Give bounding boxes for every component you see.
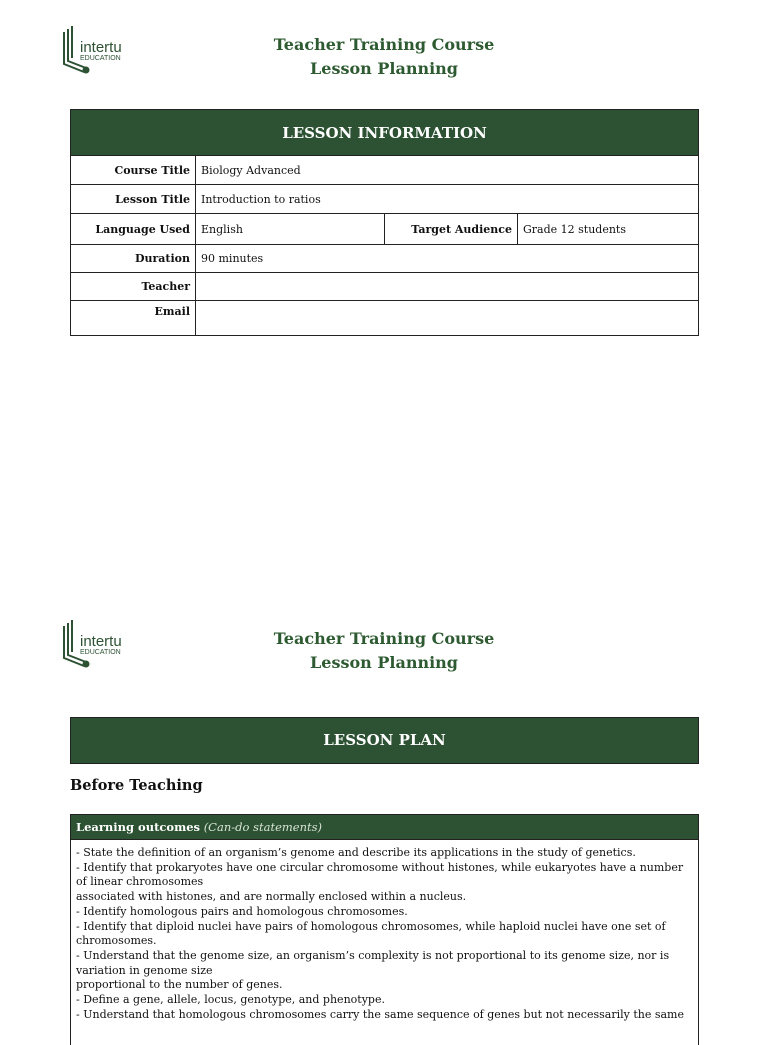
outcome-line: - State the definition of an organism’s genome and describe its applications in the study of genetics. [76, 846, 636, 859]
audience-label: Target Audience [385, 214, 518, 245]
email-label: Email [71, 301, 196, 336]
audience-value[interactable]: Grade 12 students [518, 214, 699, 245]
course-title-label: Course Title [71, 156, 196, 185]
language-value[interactable]: English [196, 214, 385, 245]
page-title [0, 33, 768, 81]
logo-subtext: EDUCATION [80, 649, 121, 656]
lesson-title-label: Lesson Title [71, 185, 196, 214]
learning-outcomes-header [71, 815, 698, 840]
before-teaching-heading: Before Teaching [70, 777, 203, 794]
title-line-1: Teacher Training Course [273, 35, 495, 54]
page-header [0, 22, 768, 92]
lesson-information-table [70, 109, 699, 336]
lesson-information-banner: LESSON INFORMATION [71, 110, 699, 156]
duration-value[interactable]: 90 minutes [196, 245, 699, 273]
outcome-line: - Define a gene, allele, locus, genotype, and phenotype. [76, 993, 385, 1007]
title-line-2: Lesson Planning [310, 653, 458, 672]
lesson-title-value[interactable]: Introduction to ratios [196, 185, 699, 214]
email-value[interactable] [196, 301, 699, 336]
outcome-line: - Understand that the genome size, an organism’s complexity is not proportional to its genome size, nor is variation in genome size [76, 948, 670, 977]
language-label: Language Used [71, 214, 196, 245]
page-header-2 [0, 616, 768, 686]
can-do-sublabel: (Can-do statements) [203, 820, 322, 834]
title-line-2: Lesson Planning [310, 59, 458, 78]
outcome-line: - Identify that prokaryotes have one circular chromosome without histones, while eukaryotes have a number of linear chromosomes [76, 860, 684, 889]
logo-subtext: EDUCATION [80, 55, 121, 62]
outcome-line: - Identify homologous pairs and homologous chromosomes. [76, 904, 408, 918]
outcome-line: proportional to the number of genes. [76, 978, 283, 992]
learning-outcomes-list[interactable] [71, 840, 698, 1022]
outcome-line: - Understand that homologous chromosomes carry the same sequence of genes but not necessarily the same [76, 1007, 684, 1021]
page-title-2 [0, 627, 768, 675]
duration-label: Duration [71, 245, 196, 273]
learning-outcomes-label: Learning outcomes [76, 820, 201, 834]
course-title-value[interactable]: Biology Advanced [196, 156, 699, 185]
teacher-label: Teacher [71, 273, 196, 301]
teacher-value[interactable] [196, 273, 699, 301]
lesson-plan-banner: LESSON PLAN [70, 717, 699, 764]
title-line-1: Teacher Training Course [273, 629, 495, 648]
logo-wordmark: intertu [80, 633, 122, 650]
outcome-line: - Identify that diploid nuclei have pairs of homologous chromosomes, while haploid nuclei have one set of chromosomes. [76, 919, 666, 948]
learning-outcomes-box [70, 814, 699, 1045]
outcome-line: associated with histones, and are normally enclosed within a nucleus. [76, 890, 467, 904]
logo-wordmark: intertu [80, 39, 122, 56]
